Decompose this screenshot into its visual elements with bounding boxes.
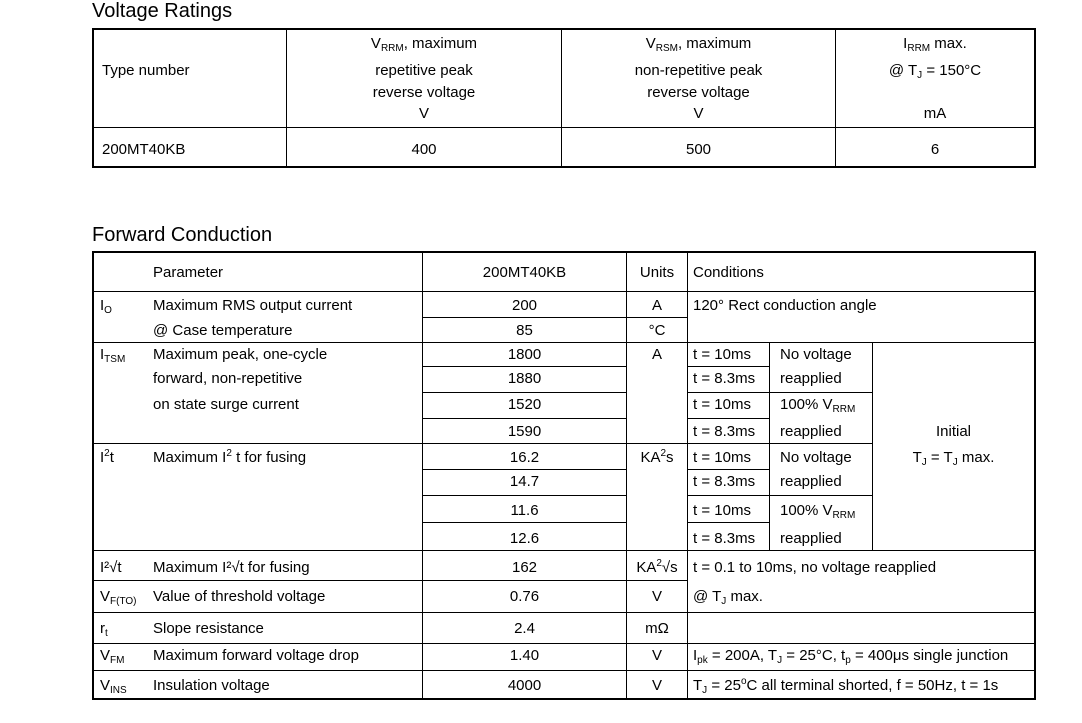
itsm-cond-pct-vrrm: 100% $V_{RRM}$: [780, 396, 856, 415]
vfto-param: Value of threshold voltage: [153, 588, 326, 605]
i2t-cond-time-4: t = 8.3ms: [693, 530, 756, 547]
vrsm-header-line3: reverse voltage: [647, 84, 750, 101]
itsm-value-4: 1590: [507, 423, 542, 440]
parameter-header: Parameter: [153, 264, 224, 281]
i2t-cond-time-2: t = 8.3ms: [693, 473, 756, 490]
vrsm-header: $V_{RSM}$, maximum: [645, 35, 752, 54]
i2t-value-1: 16.2: [509, 449, 540, 466]
itsm-param-line2: forward, non-repetitive: [153, 370, 303, 387]
itsm-cond-time-1: t = 10ms: [693, 346, 751, 363]
vrrm-header-line3: reverse voltage: [372, 84, 476, 101]
itsm-value-2: 1880: [507, 370, 542, 387]
i2rt-symbol: I²√t: [100, 559, 122, 576]
i2t-cond-pct-vrrm: 100% $V_{RRM}$: [780, 502, 856, 521]
vfto-condition: @ $T_J$ max.: [693, 588, 763, 607]
vfto-value: 0.76: [509, 588, 540, 605]
io-symbol: $I_O$: [100, 297, 112, 316]
voltage-ratings-title: Voltage Ratings: [92, 0, 233, 22]
itsm-unit: A: [651, 346, 662, 363]
rt-param: Slope resistance: [153, 620, 264, 637]
vfm-param: Maximum forward voltage drop: [153, 647, 359, 664]
vins-param: Insulation voltage: [153, 677, 270, 694]
vfto-unit: V: [651, 588, 662, 605]
itsm-param-line3: on state surge current: [153, 396, 299, 413]
rt-symbol: $r_t$: [100, 620, 108, 639]
i2t-cond-reapplied-2: reapplied: [780, 530, 842, 547]
vfm-condition: $I_{pk} = 200A$, $T_J = 25^\circ C$, $t_p = 400\mu s$ single junction: [693, 647, 1009, 666]
i2t-symbol: $I^2t$: [100, 448, 114, 466]
io-condition: 120° Rect conduction angle: [693, 297, 877, 314]
vrrm-value: 400: [411, 141, 437, 158]
itsm-cond-no-voltage: No voltage: [780, 346, 852, 363]
forward-conduction-title: Forward Conduction: [92, 224, 273, 246]
case-temp-value: 85: [516, 322, 533, 339]
i2t-value-3: 11.6: [510, 502, 539, 519]
i2t-unit: $KA^2s$: [640, 448, 674, 466]
vrsm-unit: V: [693, 105, 704, 122]
vins-symbol: $V_{INS}$: [100, 677, 127, 696]
itsm-cond-time-4: t = 8.3ms: [693, 423, 756, 440]
irrm-header-line2: @ $T_J = 150^\circ C$: [888, 62, 982, 81]
i2rt-value: 162: [511, 559, 538, 576]
conditions-header: Conditions: [693, 264, 764, 281]
io-unit: A: [651, 297, 662, 314]
vins-condition: $T_J = 25^oC$ all terminal shorted, f = 50Hz, t = 1s: [693, 676, 999, 696]
i2t-cond-time-1: t = 10ms: [693, 449, 751, 466]
case-temp-unit: °C: [648, 322, 666, 339]
rt-value: 2.4: [514, 620, 535, 637]
itsm-cond-reapplied-1: reapplied: [780, 370, 842, 387]
i2t-cond-reapplied-1: reapplied: [780, 473, 842, 490]
i2rt-condition: t = 0.1 to 10ms, no voltage reapplied: [693, 559, 937, 576]
initial-label: Initial: [935, 423, 972, 440]
part-number-header: 200MT40KB: [482, 264, 567, 281]
i2t-param: Maximum $I^2$ t for fusing: [153, 448, 307, 466]
itsm-value-3: 1520: [507, 396, 542, 413]
vins-unit: V: [651, 677, 662, 694]
irrm-unit: mA: [923, 105, 947, 122]
vfm-symbol: $V_{FM}$: [100, 647, 125, 666]
i2rt-unit: $KA^2√s$: [636, 558, 678, 576]
vfm-value: 1.40: [509, 647, 540, 664]
i2t-value-4: 12.6: [509, 530, 540, 547]
vrrm-header: $V_{RRM}$, maximum: [370, 35, 478, 54]
type-number-value: 200MT40KB: [102, 141, 186, 158]
type-number-header: Type number: [102, 62, 190, 79]
io-param-line1: Maximum RMS output current: [153, 297, 353, 314]
vrrm-header-line2: repetitive peak: [375, 62, 473, 79]
itsm-param-line1: Maximum peak, one-cycle: [153, 346, 328, 363]
irrm-header: $I_{RRM}$ max.: [903, 35, 967, 54]
i2rt-param: Maximum I²√t for fusing: [153, 559, 310, 576]
io-value: 200: [511, 297, 538, 314]
initial-tj-condition: $T_J = T_J$ max.: [912, 449, 995, 468]
itsm-symbol: $I_{TSM}$: [100, 346, 126, 365]
io-param-line2: @ Case temperature: [153, 322, 293, 339]
itsm-value-1: 1800: [507, 346, 542, 363]
i2t-value-2: 14.7: [509, 473, 540, 490]
vfto-symbol: $V_{F(TO)}$: [100, 588, 137, 607]
vrsm-value: 500: [685, 141, 712, 158]
itsm-cond-time-2: t = 8.3ms: [693, 370, 756, 387]
vrrm-unit: V: [418, 105, 429, 122]
i2t-cond-no-voltage: No voltage: [780, 449, 852, 466]
vfm-unit: V: [651, 647, 662, 664]
units-header: Units: [639, 264, 675, 281]
itsm-cond-reapplied-2: reapplied: [780, 423, 842, 440]
vrsm-header-line2: non-repetitive peak: [634, 62, 763, 79]
itsm-cond-time-3: t = 10ms: [693, 396, 751, 413]
i2t-cond-time-3: t = 10ms: [693, 502, 751, 519]
rt-unit: mΩ: [645, 620, 669, 637]
irrm-value: 6: [930, 141, 940, 158]
vins-value: 4000: [507, 677, 542, 694]
